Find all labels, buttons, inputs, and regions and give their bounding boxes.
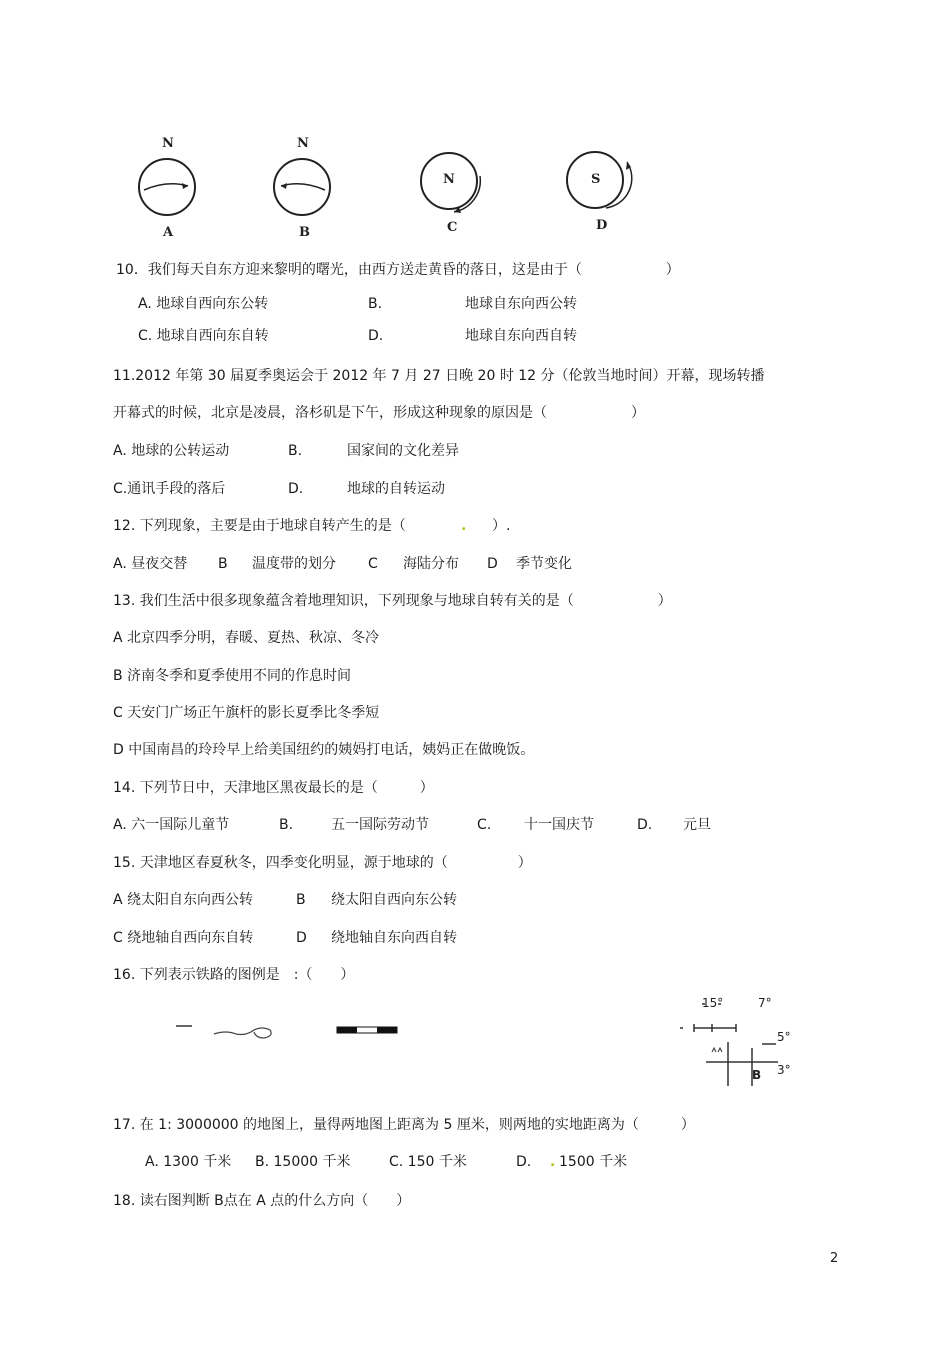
question-12-option-b-letter: B [218, 556, 228, 572]
question-15-stem: 15. 天津地区春夏秋冬，四季变化明显，源于地球的（ ） [113, 855, 532, 871]
question-17-answer-mark: . [550, 1154, 556, 1170]
question-12-answer-mark: . [461, 518, 467, 534]
question-10-option-a: A. 地球自西向东公转 [138, 296, 269, 312]
question-14-option-b: 五一国际劳动节 [331, 817, 429, 833]
question-15-option-d-letter: D [296, 930, 307, 946]
grid-tick-top-left: 15° [702, 996, 724, 1010]
question-13-option-b: B 济南冬季和夏季使用不同的作息时间 [113, 668, 352, 684]
question-12-option-c: 海陆分布 [403, 556, 459, 572]
globe-a-north-label: N [162, 136, 174, 151]
question-10-option-b-letter: B. [368, 296, 383, 312]
question-15-option-d: 绕地轴自东向西自转 [331, 930, 457, 946]
question-13-stem: 13. 我们生活中很多现象蕴含着地理知识，下列现象与地球自转有关的是（ ） [113, 593, 672, 609]
question-17-stem: 17. 在 1: 3000000 的地图上，量得两地图上距离为 5 厘米，则两地的实地距离为（ ） [113, 1117, 695, 1133]
question-12-option-d-letter: D [487, 556, 498, 572]
question-12-stem-end: ）. [492, 518, 511, 534]
question-17-option-d: 1500 千米 [559, 1154, 628, 1170]
page-number: 2 [830, 1251, 839, 1266]
question-14-option-d-letter: D. [637, 817, 653, 833]
question-11-option-a: A. 地球的公转运动 [113, 443, 230, 459]
question-17-option-c: C. 150 千米 [389, 1154, 467, 1170]
question-11-option-d-letter: D. [288, 481, 304, 497]
question-10-option-d-letter: D. [368, 328, 384, 344]
question-17-option-a: A. 1300 千米 [145, 1154, 232, 1170]
globe-a-icon [136, 156, 198, 218]
question-12-option-b: 温度带的划分 [252, 556, 336, 572]
question-11-option-d: 地球的自转运动 [347, 481, 445, 497]
grid-tick-right-lower: 3° [777, 1063, 791, 1077]
globe-b-icon [271, 156, 333, 218]
globe-b-north-label: N [297, 136, 309, 151]
globe-d-center-label: S [591, 172, 601, 187]
globe-b-label: B [299, 225, 310, 240]
question-18-stem: 18. 读右图判断 B点在 A 点的什么方向（ ） [113, 1193, 411, 1209]
question-15-option-a: A 绕太阳自东向西公转 [113, 892, 254, 908]
question-15-option-c: C 绕地轴自西向东自转 [113, 930, 254, 946]
question-12-stem-start: 12. 下列现象，主要是由于地球自转产生的是（ [113, 518, 406, 534]
question-13-option-d: D 中国南昌的玲玲早上给美国纽约的姨妈打电话，姨妈正在做晚饭。 [113, 742, 535, 758]
grid-point-b-label: B [752, 1068, 762, 1082]
question-17-option-d-letter: D. [516, 1154, 532, 1170]
globe-c-label: C [447, 220, 458, 235]
question-13-option-c: C 天安门广场正午旗杆的影长夏季比冬季短 [113, 705, 380, 721]
grid-tick-right-upper: 5° [777, 1030, 791, 1044]
question-11-option-c: C.通讯手段的落后 [113, 481, 226, 497]
question-12-option-a: A. 昼夜交替 [113, 556, 188, 572]
question-10-option-d: 地球自东向西自转 [465, 328, 577, 344]
globe-d-label: D [596, 218, 608, 233]
grid-tick-top-right: 7° [758, 996, 772, 1010]
question-15-option-b: 绕太阳自西向东公转 [331, 892, 457, 908]
question-11-option-b-letter: B. [288, 443, 303, 459]
legend-river-icon [214, 1028, 271, 1038]
question-17-option-b: B. 15000 千米 [255, 1154, 351, 1170]
question-10-stem: 10．我们每天自东方迎来黎明的曙光，由西方送走黄昏的落日，这是由于（ ） [116, 262, 680, 278]
question-12-option-d: 季节变化 [516, 556, 572, 572]
question-16-stem: 16. 下列表示铁路的图例是 :（ ） [113, 967, 355, 983]
legend-railway-icon [337, 1027, 397, 1033]
legend-symbols [170, 1020, 410, 1050]
question-14-option-b-letter: B. [279, 817, 294, 833]
question-15-option-b-letter: B [296, 892, 306, 908]
question-12-option-c-letter: C [368, 556, 378, 572]
question-10-option-c: C. 地球自西向东自转 [138, 328, 269, 344]
globe-c-center-label: N [443, 172, 455, 187]
question-14-option-a: A. 六一国际儿童节 [113, 817, 230, 833]
question-11-stem-line1: 11.2012 年第 30 届夏季奥运会于 2012 年 7 月 27 日晚 20 时 12 分（伦敦当地时间）开幕，现场转播 [113, 368, 765, 384]
question-11-option-b: 国家间的文化差异 [347, 443, 459, 459]
question-11-stem-line2: 开幕式的时候，北京是凌晨，洛杉矶是下午，形成这种现象的原因是（ ） [113, 405, 645, 421]
globe-a-label: A [163, 225, 174, 240]
question-10-option-b: 地球自东向西公转 [465, 296, 577, 312]
question-13-option-a: A 北京四季分明，春暖、夏热、秋凉、冬冷 [113, 630, 380, 646]
question-14-option-d: 元旦 [683, 817, 711, 833]
question-14-stem: 14. 下列节日中，天津地区黑夜最长的是（ ） [113, 780, 434, 796]
question-14-option-c-letter: C. [477, 817, 492, 833]
question-14-option-c: 十一国庆节 [524, 817, 594, 833]
